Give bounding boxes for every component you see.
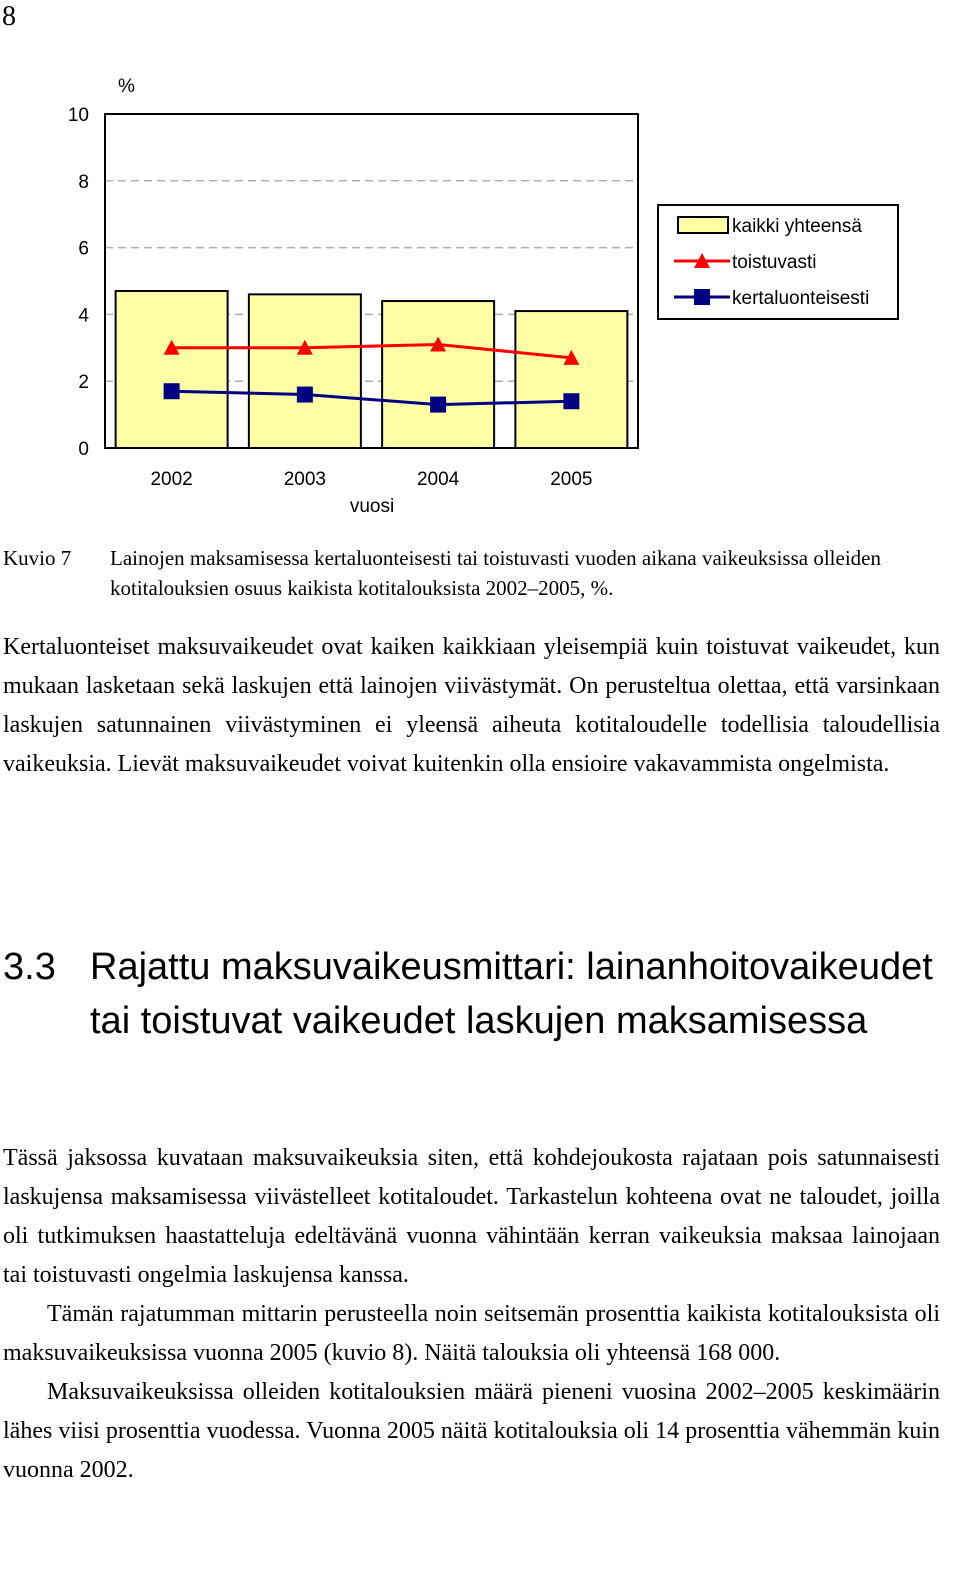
bar	[116, 291, 228, 448]
bar	[382, 301, 494, 448]
legend-label: kertaluonteisesti	[732, 288, 870, 309]
legend-label: kaikki yhteensä	[732, 216, 862, 237]
y-unit-label: %	[118, 76, 135, 97]
y-tick-label: 8	[78, 171, 89, 193]
paragraph: Tämän rajatumman mittarin perusteella noin seitsemän prosenttia kaikista kotitalouksista oli maksuvaikeuksissa vuonna 2005 (kuvio 8). Näitä talouksia oli yhteensä 168 000.	[3, 1301, 940, 1366]
section-body	[3, 1139, 940, 1490]
bar	[249, 294, 361, 448]
figure-caption	[3, 543, 938, 603]
page-number: 8	[2, 1, 16, 32]
y-tick-label: 2	[78, 372, 89, 394]
x-tick-label: 2005	[550, 469, 593, 490]
x-tick-label: 2003	[283, 469, 327, 490]
y-tick-label: 6	[78, 238, 89, 260]
series-line	[172, 344, 572, 357]
data-point	[430, 397, 446, 413]
x-tick-label: 2002	[150, 469, 193, 490]
y-tick-label: 4	[78, 305, 89, 327]
caption-label: Kuvio 7	[3, 546, 72, 570]
paragraph: Tässä jaksossa kuvataan maksuvaikeuksia siten, että kohdejoukosta rajataan pois satunnaisesti laskujensa maksamisessa viivästelleet kotitaloudet. Tarkastelun kohteena ovat ne taloudet, joilla oli tutkimuksen haastatteluja edeltävänä vuonna vähintään kerran vaikeuksia maksaa lainojaan tai toistuvasti ongelmia laskujensa kanssa.	[3, 1145, 940, 1288]
section-title: Rajattu maksuvaikeusmittari: lainanhoitovaikeudet tai toistuvat vaikeudet laskujen maksamisessa	[90, 946, 933, 1042]
series-line	[172, 391, 572, 404]
legend-marker	[694, 289, 710, 305]
x-tick-label: 2004	[416, 469, 460, 490]
bar	[515, 311, 627, 448]
legend-label: toistuvasti	[732, 252, 817, 273]
section-heading	[3, 940, 940, 1048]
data-point	[164, 383, 180, 399]
section-number: 3.3	[3, 946, 56, 988]
chart-legend	[658, 205, 898, 319]
data-point	[563, 393, 579, 409]
caption-text: Lainojen maksamisessa kertaluonteisesti tai toistuvasti vuoden aikana vaikeuksissa olleiden kotitalouksien osuus kaikista kotitalouksista 2002–2005, %.	[110, 546, 881, 600]
legend-swatch	[678, 217, 728, 233]
y-tick-label: 0	[78, 439, 89, 460]
chart	[0, 60, 960, 520]
paragraph: Kertaluonteiset maksuvaikeudet ovat kaiken kaikkiaan yleisempiä kuin toistuvat vaikeudet, kun mukaan lasketaan sekä laskujen että lainojen viivästymät. On perusteltua olettaa, että varsinkaan laskujen satunnainen viivästyminen ei yleensä aiheuta kotitaloudelle todellisia taloudellisia vaikeuksia. Lievät maksuvaikeudet voivat kuitenkin olla ensioire vakavammista ongelmista.	[3, 634, 940, 777]
x-axis-label: vuosi	[349, 496, 395, 517]
data-point	[297, 387, 313, 403]
y-tick-label: 10	[67, 105, 89, 126]
paragraph: Maksuvaikeuksissa olleiden kotitalouksien määrä pieneni vuosina 2002–2005 keskimäärin lähes viisi prosenttia vuodessa. Vuonna 2005 näitä kotitalouksia oli 14 prosenttia vähemmän kuin vuonna 2002.	[3, 1379, 940, 1483]
